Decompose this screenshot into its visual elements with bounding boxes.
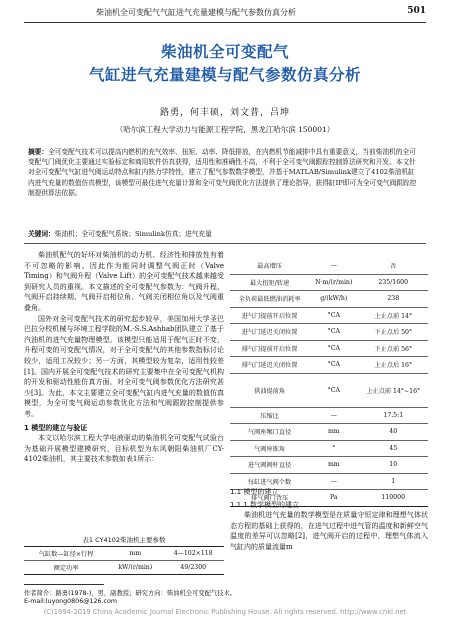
table-cell: 排气门延迟关闭位置 [230,357,309,374]
table-cell: kW/(r/min) [108,561,162,575]
table-cell: °CA [309,373,358,407]
table-cell: 下止点后 50° [358,324,428,341]
table-cell: 45 [358,440,428,457]
abstract-text: 全可变配气技术可以提高内燃机的充气效率、扭矩、动率、降低排放，在内燃机节能减排中具有重要意义，当前柴油机的全可变配气门阀优化主要通过实验标定和商用软件仿真获得，适用性和准确性不高，不利于全可变气阀跟踪控制算法研究和开发。本文针对全可变配气气缸进气阀运动特点和缸内热力学特性，建立了配气参数数学模型，并基于MATLAB/Simulink建立了4102柴油机缸内进气充量的数值仿真模型，该模型可最佳进气充量计算和全可变气阀优化方法提供了理论指导，获得缸IP即可为全可变气阀跟踪控制提供算法依据。 [28,148,417,197]
table-cell: °CA [309,357,358,374]
table-row [230,340,428,357]
table-row [230,457,428,474]
table-cell: ° [309,440,358,457]
keywords [28,228,420,238]
author-footnote: 作者简介：路勇(1978-)，男，副教授；研究方向：柴油机全可变配气技术。 [24,590,237,597]
page-header [0,0,450,24]
subsection-heading: 1.1 模型的建立 [230,488,279,496]
table-cell: 供油提前角 [230,373,309,407]
left-column [24,250,224,465]
abstract [28,147,420,198]
intro-paragraph-1: 柴油机配气的好坏对柴油机的动力机、经济性和排放性有着不可忽略的影响。因此作为能同时调整气阀正时（Valve Timing）和气阀升程（Valve Lift）的全可变配气技术越来越受到研究人员的重视。本文描述的全可变配气参数为：气阀升程、气阀开启持续期、气阀开启相位角、气阀关闭相位角以及气阀重叠角。 [24,251,224,312]
table-cell: 排气阀门背压 [230,490,309,507]
table-cell: 最大扭矩/转速 [230,274,309,291]
section-heading-1: 1 模型的建立与验证 [24,423,88,432]
table-cell: 40 [358,424,428,441]
table-row [230,407,428,424]
table-cell: 进气阀阀杆直径 [230,457,309,474]
table-row [230,274,428,291]
table1-continued [230,258,428,507]
table-cell: 否 [358,258,428,274]
table-cell: — [309,407,358,424]
table-cell: 下止点前 56° [358,340,428,357]
copyright-watermark: (C)1994-2019 China Academic Journal Electronic Publishing House. All rights reserved. http://www.cnki.net [43,608,407,616]
intro-paragraph-2: 国外对全可变配气技术的研究起步较早，美国加州大学圣巴巴拉分校机械与环境工程学院的M.-S.S.Ashhab团队建立了基于汽油机的进气充量物理模型。该模型只能适用于配气正时不变，升程可变的可变配气情况，对于全可变配气的其他参数指标讨论较少，适用工况较少；另一方面，其模型较为复杂，适用性较差[1]。国内开展全可变配气技术的研究主要集中在全可变配气机构的开发和驱动性能仿真方面，对全可变气阀参数优化方法研究甚少[3]。为此，本文主要建立全可变配气缸内进气充量的数值仿真模型，为全可变气阀运动参数优化方法和气阀跟踪控制提供参考。 [24,314,224,418]
table-cell: 压缩比 [230,407,309,424]
table-row [230,424,428,441]
table-cell: 气阀座喉口直径 [230,424,309,441]
table-cell: 上止点后 16° [358,357,428,374]
table-cell: 238 [358,291,428,308]
table-cell: 235/1600 [358,274,428,291]
table-row [230,440,428,457]
right-column [230,485,428,553]
footnote-rule [24,584,104,585]
table-cell: 17.5:1 [358,407,428,424]
table-cell: g/(kW/h) [309,291,358,308]
section-1-text: 本文以哈尔滨工程大学电液驱动的柴油机全可变配气试验台为基础开展模型建模研究，目标机型为东风朝阳柴油机厂CY-4102柴油机，其主要技术参数如表1所示： [24,434,224,464]
table-cell: 气阀座锥角 [230,440,309,457]
table-cell: 110000 [358,490,428,507]
running-title: 柴油机全可变配气气缸进气充量建模与配气参数仿真分析 [96,8,296,17]
table-cell: — [309,473,358,490]
table-row [230,258,428,274]
table-cell: 上止点前 14° [358,307,428,324]
table-row [230,307,428,324]
table-cell: °CA [309,340,358,357]
table-cell: 全负荷最低燃油消耗率 [230,291,309,308]
table1 [24,546,224,575]
table-cell: 排气门提前开启位置 [230,340,309,357]
keywords-text: 柴油机；全可变配气系统；Simulink仿真；进气充量 [54,230,212,238]
table-cell: 上止点前 14°~16° [358,373,428,407]
affiliation: （哈尔滨工程大学动力与能源工程学院，黑龙江哈尔滨 150001） [115,125,335,134]
table-cell: 气缸数—缸径×行程 [24,547,108,561]
table-cell: 最高增压 [230,258,309,274]
table-row [230,357,428,374]
table-cell: N·m/(r/min) [309,274,358,291]
right-column-text: 柴油机进气充量的数学模型是在质量守恒定律和理想气体状态方程的基础上获得的，在进气过程中进气管的温度和新鲜空气温度的差异可以忽略[2]，进气阀开启的过程中，理想气体流入气缸内的质量流量m [230,511,428,551]
author-email: E-mail:luyong0806@126.com [24,598,117,605]
table-cell: 进气门提前开启位置 [230,307,309,324]
table-cell: mm [309,424,358,441]
table-cell: 49/2300 [162,561,224,575]
abstract-divider [24,243,426,244]
abstract-label: 摘要： [28,148,49,156]
authors: 路勇，何丰硕，刘文普，吕坤 [159,108,290,118]
table-cell: Pa [309,490,358,507]
table-cell: 每缸进气阀个数 [230,473,309,490]
page-number: 501 [407,6,426,16]
table-row [24,547,224,561]
subsubsection-heading: 1.1.1 数学模型的建立 [230,500,300,509]
keywords-label: 关键词： [28,230,55,238]
table-cell: — [309,258,358,274]
table-cell: 进气门延迟关闭位置 [230,324,309,341]
table-row [24,561,224,575]
table1-caption: 表1 CY4102柴油机主要参数 [82,536,166,544]
table-cell: mm [309,457,358,474]
table-row [230,291,428,308]
paper-title-line1: 柴油机全可变配气 [160,43,289,61]
table-cell: mm [108,547,162,561]
table-cell: 额定功率 [24,561,108,575]
paper-title-line2: 气缸进气充量建模与配气参数仿真分析 [88,66,361,84]
table-cell: 10 [358,457,428,474]
table-cell: °CA [309,324,358,341]
header-rule [24,22,426,23]
table-cell: °CA [309,307,358,324]
table-row [230,324,428,341]
table-row [230,373,428,407]
table-cell: 4—102×118 [162,547,224,561]
table-cell: 1 [358,473,428,490]
